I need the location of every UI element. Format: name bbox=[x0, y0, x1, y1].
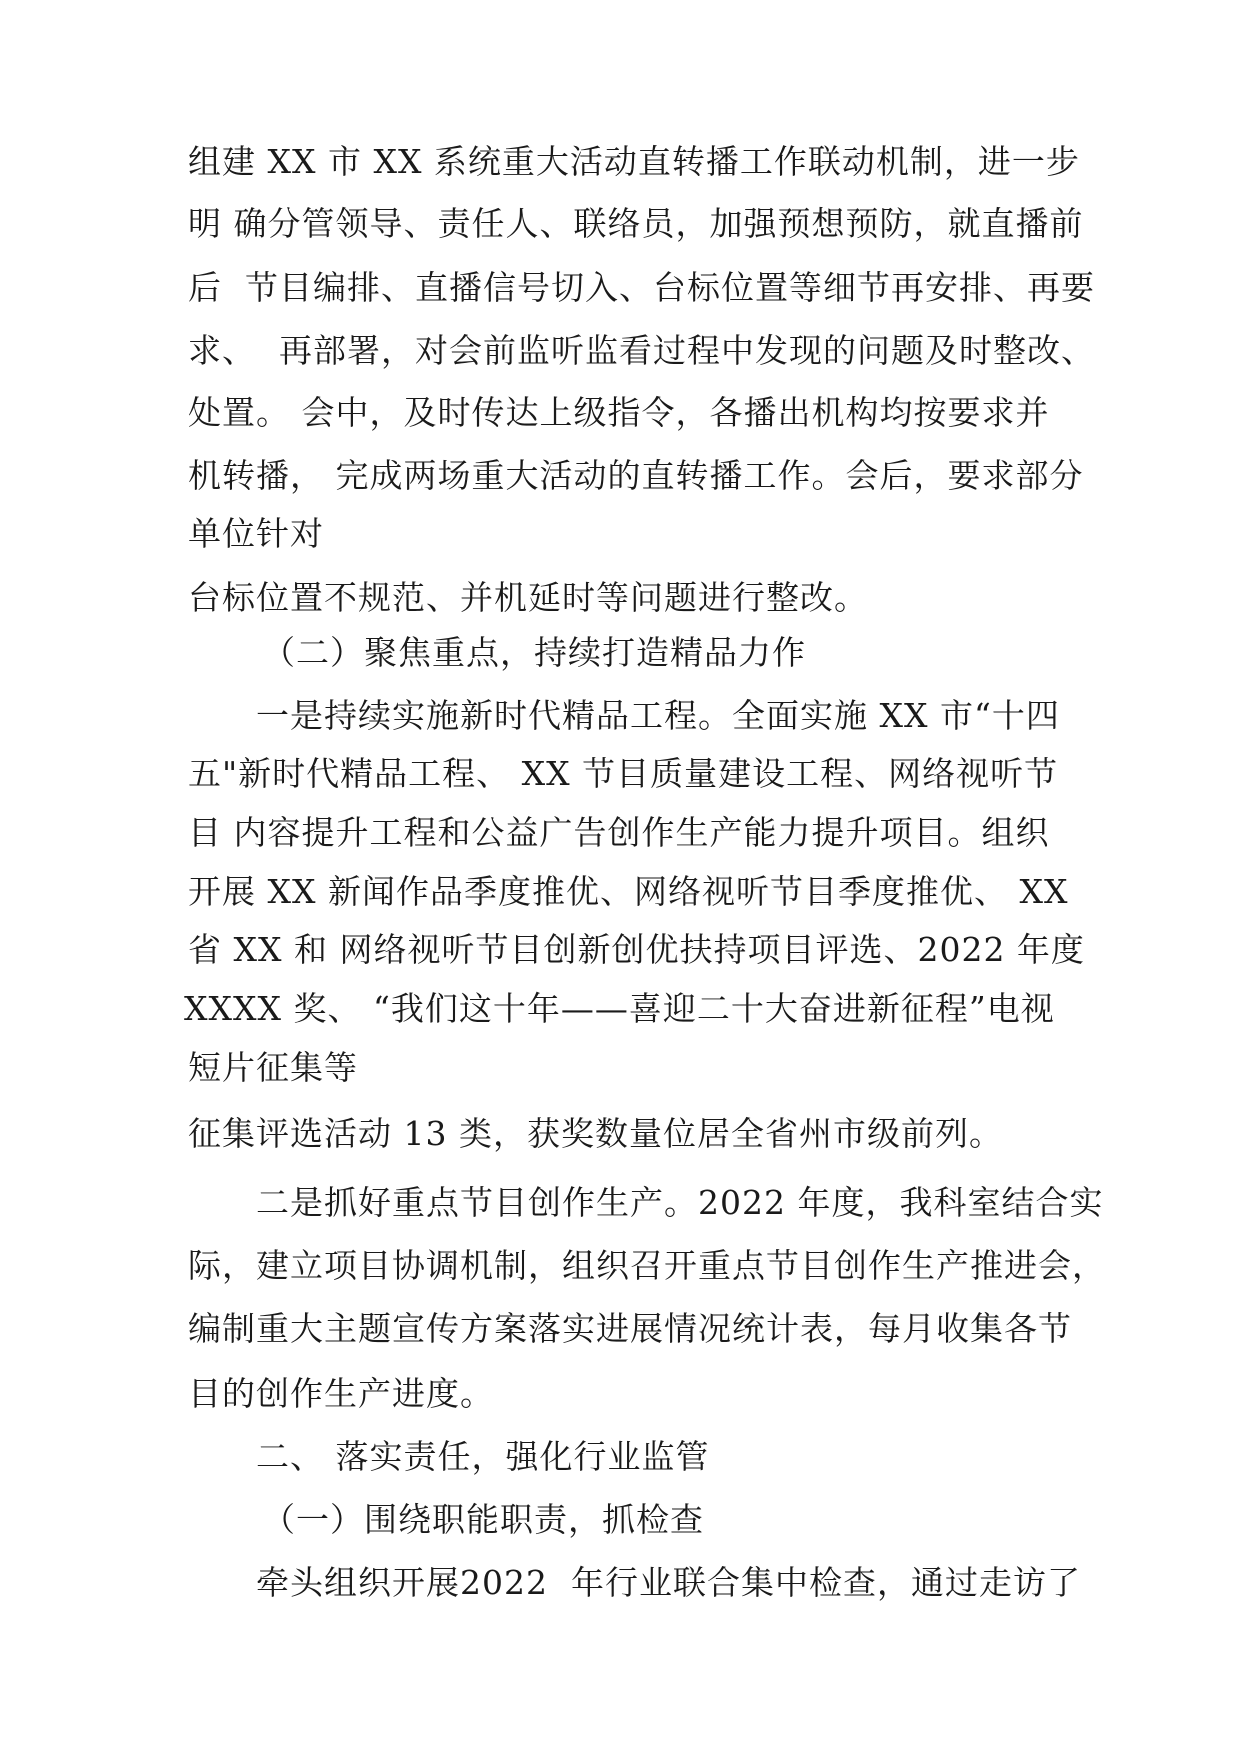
section-heading-main: 二、 落实责任，强化行业监管 bbox=[256, 1437, 710, 1476]
text-line-16: 短片征集等 bbox=[188, 1048, 358, 1087]
text-line-14: 省 XX 和 网络视听节目创新创优扶持项目评选、2022 年度 bbox=[188, 930, 1085, 969]
text-line-19: 际，建立项目协调机制，组织召开重点节目创作生产推进会， bbox=[188, 1246, 1106, 1285]
text-line-17: 征集评选活动 13 类，获奖数量位居全省州市级前列。 bbox=[188, 1114, 1003, 1153]
text-line-21: 目的创作生产进度。 bbox=[188, 1374, 494, 1413]
text-line-12: 目 内容提升工程和公益广告创作生产能力提升项目。组织 bbox=[188, 813, 1050, 852]
text-line-1: 组建 XX 市 XX 系统重大活动直转播工作联动机制，进一步 bbox=[188, 142, 1080, 181]
text-line-11: 五"新时代精品工程、 XX 节目质量建设工程、网络视听节 bbox=[188, 754, 1059, 793]
text-line-20: 编制重大主题宣传方案落实进展情况统计表，每月收集各节 bbox=[188, 1309, 1072, 1348]
text-line-7: 单位针对 bbox=[188, 514, 324, 553]
section-heading-1: （一）围绕职能职责，抓检查 bbox=[262, 1500, 704, 1539]
text-line-18: 二是抓好重点节目创作生产。2022 年度，我科室结合实 bbox=[256, 1183, 1104, 1222]
text-line-3: 后 节目编排、直播信号切入、台标位置等细节再安排、再要 bbox=[188, 268, 1095, 307]
section-heading-2: （二）聚焦重点，持续打造精品力作 bbox=[262, 633, 806, 672]
text-line-8: 台标位置不规范、并机延时等问题进行整改。 bbox=[188, 578, 868, 617]
text-line-13: 开展 XX 新闻作品季度推优、网络视听节目季度推优、 XX bbox=[188, 872, 1069, 911]
text-line-2: 明 确分管领导、责任人、联络员，加强预想预防，就直播前 bbox=[188, 204, 1084, 243]
text-line-15: XXXX 奖、 “我们这十年——喜迎二十大奋进新征程”电视 bbox=[184, 989, 1055, 1028]
text-line-6: 机转播， 完成两场重大活动的直转播工作。会后，要求部分 bbox=[188, 456, 1084, 495]
text-line-10: 一是持续实施新时代精品工程。全面实施 XX 市“十四 bbox=[256, 696, 1060, 735]
text-line-5: 处置。 会中，及时传达上级指令，各播出机构均按要求并 bbox=[188, 393, 1050, 432]
text-line-4: 求、 再部署，对会前监听监看过程中发现的问题及时整改、 bbox=[188, 331, 1095, 370]
text-line-24: 牵头组织开展2022 年行业联合集中检查，通过走访了 bbox=[256, 1563, 1081, 1602]
